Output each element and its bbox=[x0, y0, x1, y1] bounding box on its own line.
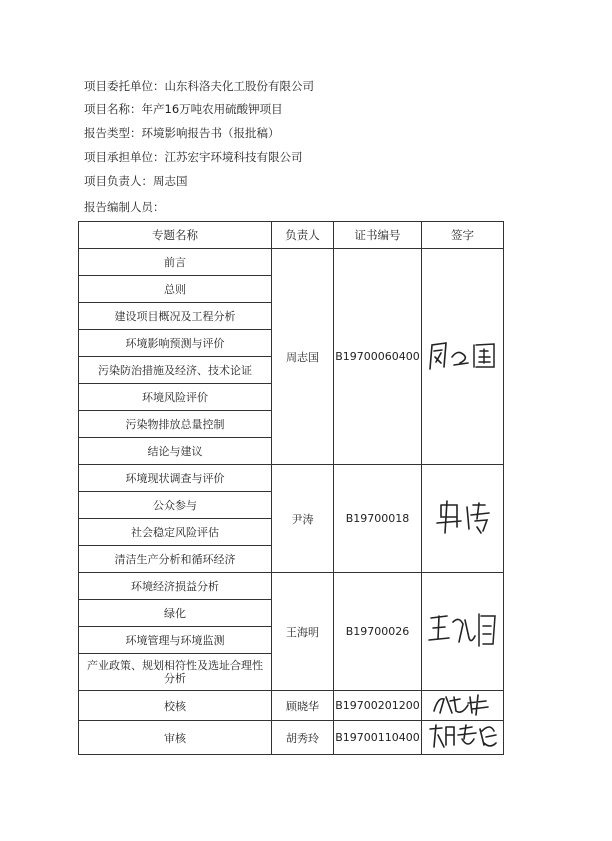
person-cell: 王海明 bbox=[272, 573, 334, 691]
report-type-label: 报告类型： bbox=[84, 126, 142, 140]
header-person: 负责人 bbox=[272, 222, 334, 249]
cert-cell: B19700018 bbox=[334, 465, 422, 573]
topic-cell: 环境影响预测与评价 bbox=[79, 330, 272, 357]
table-row bbox=[79, 465, 504, 492]
topic-cell: 建设项目概况及工程分析 bbox=[79, 303, 272, 330]
entrust-unit-line bbox=[84, 79, 314, 93]
topic-cell: 总则 bbox=[79, 276, 272, 303]
topic-cell: 环境经济损益分析 bbox=[79, 573, 272, 600]
table-header-row bbox=[79, 222, 504, 249]
cert-cell: B19700110400 bbox=[334, 721, 422, 755]
topic-cell: 结论与建议 bbox=[79, 438, 272, 465]
project-name-value: 年产16万吨农用硫酸钾项目 bbox=[141, 102, 283, 116]
topic-cell: 公众参与 bbox=[79, 492, 272, 519]
table-row bbox=[79, 721, 504, 755]
undertaking-unit-value: 江苏宏宇环境科技有限公司 bbox=[164, 150, 303, 164]
signature-yin-icon bbox=[433, 497, 493, 537]
project-name-label: 项目名称： bbox=[84, 102, 142, 116]
header-topic: 专题名称 bbox=[79, 222, 272, 249]
topic-cell: 社会稳定风险评估 bbox=[79, 519, 272, 546]
topic-cell: 校核 bbox=[79, 691, 272, 721]
signature-gu-icon bbox=[428, 691, 498, 717]
signature-cell bbox=[422, 465, 504, 573]
person-cell: 胡秀玲 bbox=[272, 721, 334, 755]
cert-cell: B19700060400 bbox=[334, 249, 422, 465]
project-leader-value: 周志国 bbox=[153, 174, 188, 188]
signature-cell bbox=[422, 691, 504, 721]
undertaking-unit-line bbox=[84, 150, 303, 164]
table-row bbox=[79, 249, 504, 276]
signature-cell bbox=[422, 721, 504, 755]
topic-cell: 污染防治措施及经济、技术论证 bbox=[79, 357, 272, 384]
topic-cell: 污染物排放总量控制 bbox=[79, 411, 272, 438]
cert-cell: B19700026 bbox=[334, 573, 422, 691]
header-cert: 证书编号 bbox=[334, 222, 422, 249]
entrust-unit-label: 项目委托单位： bbox=[84, 79, 165, 93]
signature-cell bbox=[422, 249, 504, 465]
signature-zhou-icon bbox=[424, 335, 502, 375]
staff-label: 报告编制人员： bbox=[84, 200, 165, 214]
topic-cell: 环境管理与环境监测 bbox=[79, 627, 272, 654]
person-cell: 周志国 bbox=[272, 249, 334, 465]
topic-cell: 环境现状调查与评价 bbox=[79, 465, 272, 492]
entrust-unit-value: 山东科洛夫化工股份有限公司 bbox=[164, 79, 314, 93]
topic-cell: 绿化 bbox=[79, 600, 272, 627]
report-type-line bbox=[84, 126, 280, 140]
person-cell: 尹涛 bbox=[272, 465, 334, 573]
table-row bbox=[79, 573, 504, 600]
project-leader-line bbox=[84, 174, 188, 188]
project-leader-label: 项目负责人： bbox=[84, 174, 153, 188]
topic-cell: 环境风险评价 bbox=[79, 384, 272, 411]
project-name-line bbox=[84, 102, 283, 116]
topic-cell: 清洁生产分析和循环经济 bbox=[79, 546, 272, 573]
topic-cell: 审核 bbox=[79, 721, 272, 755]
topic-cell: 产业政策、规划相符性及选址合理性分析 bbox=[79, 654, 272, 691]
cert-cell: B19700201200 bbox=[334, 691, 422, 721]
report-type-value: 环境影响报告书（报批稿） bbox=[141, 126, 280, 140]
undertaking-unit-label: 项目承担单位： bbox=[84, 150, 165, 164]
signature-hu-icon bbox=[426, 721, 500, 751]
header-signature: 签字 bbox=[422, 222, 504, 249]
person-cell: 顾晓华 bbox=[272, 691, 334, 721]
signature-cell bbox=[422, 573, 504, 691]
topic-cell: 前言 bbox=[79, 249, 272, 276]
staff-table bbox=[78, 221, 504, 755]
table-row bbox=[79, 691, 504, 721]
signature-wang-icon bbox=[425, 608, 501, 652]
